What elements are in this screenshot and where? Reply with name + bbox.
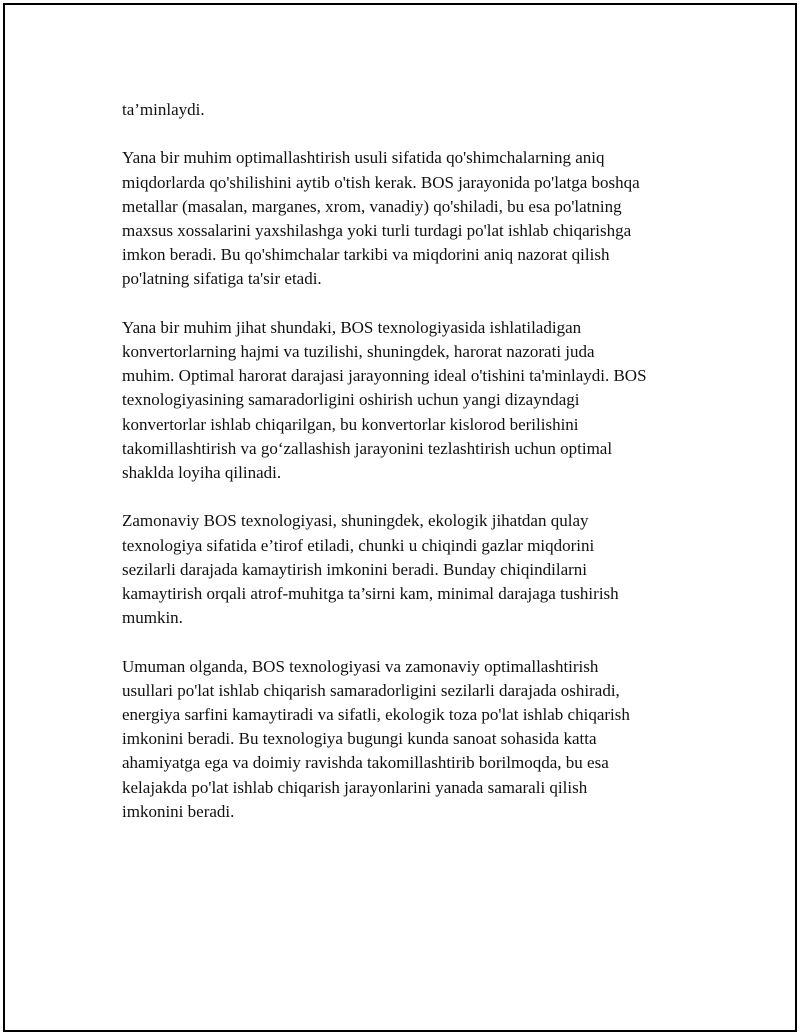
text-line: Zamonaviy BOS texnologiyasi, shuningdek, ekologik jihatdan qulay — [122, 511, 589, 531]
paragraph-3 — [122, 316, 682, 485]
text-line: usullari po'lat ishlab chiqarish samaradorligini sezilarli darajada oshiradi, — [122, 680, 620, 700]
text-line: konvertorlar ishlab chiqarilgan, bu konvertorlar kislorod berilishini — [122, 414, 579, 434]
text-line: energiya sarfini kamaytiradi va sifatli, ekologik toza po'lat ishlab chiqarish — [122, 705, 630, 725]
text-line: imkonini beradi. — [122, 801, 235, 821]
text-line: miqdorlarda qo'shilishini aytib o'tish kerak. BOS jarayonida po'latga boshqa — [122, 172, 640, 192]
paragraph-2 — [122, 146, 682, 291]
text-line: kelajakda po'lat ishlab chiqarish jarayonlarini yanada samarali qilish — [122, 777, 588, 797]
text-line: sezilarli darajada kamaytirish imkonini beradi. Bunday chiqindilarni — [122, 559, 588, 579]
text-line: metallar (masalan, marganes, xrom, vanadiy) qo'shiladi, bu esa po'latning — [122, 196, 622, 216]
text-line: Umuman olganda, BOS texnologiyasi va zamonaviy optimallashtirish — [122, 656, 599, 676]
text-line: shaklda loyiha qilinadi. — [122, 463, 282, 483]
text-line: imkonini beradi. Bu texnologiya bugungi kunda sanoat sohasida katta — [122, 729, 597, 749]
text-line: Yana bir muhim jihat shundaki, BOS texnologiyasida ishlatiladigan — [122, 317, 582, 337]
page-frame — [3, 3, 797, 1032]
text-line: muhim. Optimal harorat darajasi jarayonning ideal o'tishini ta'minlaydi. BOS — [122, 366, 647, 386]
paragraph-1 — [122, 98, 682, 122]
text-line: po'latning sifatiga ta'sir etadi. — [122, 269, 322, 289]
text-line: texnologiyasining samaradorligini oshirish uchun yangi dizayndagi — [122, 390, 580, 410]
paragraph-4 — [122, 509, 682, 630]
text-line: Yana bir muhim optimallashtirish usuli sifatida qo'shimchalarning aniq — [122, 148, 605, 168]
paragraph-5 — [122, 655, 682, 824]
text-line: ahamiyatga ega va doimiy ravishda takomillashtirib borilmoqda, bu esa — [122, 753, 609, 773]
text-line: texnologiya sifatida e’tirof etiladi, chunki u chiqindi gazlar miqdorini — [122, 535, 595, 555]
text-line: ta’minlaydi. — [122, 100, 205, 119]
text-line: mumkin. — [122, 608, 183, 628]
text-line: kamaytirish orqali atrof-muhitga ta’sirni kam, minimal darajaga tushirish — [122, 584, 619, 604]
text-line: maxsus xossalarini yaxshilashga yoki turli turdagi po'lat ishlab chiqarishga — [122, 221, 632, 240]
text-line: takomillashtirish va go‘zallashish jarayonini tezlashtirish uchun optimal — [122, 438, 613, 458]
text-line: konvertorlarning hajmi va tuzilishi, shuningdek, harorat nazorati juda — [122, 342, 595, 361]
text-line: imkon beradi. Bu qo'shimchalar tarkibi va miqdorini aniq nazorat qilish — [122, 245, 610, 265]
document-body — [122, 98, 682, 848]
